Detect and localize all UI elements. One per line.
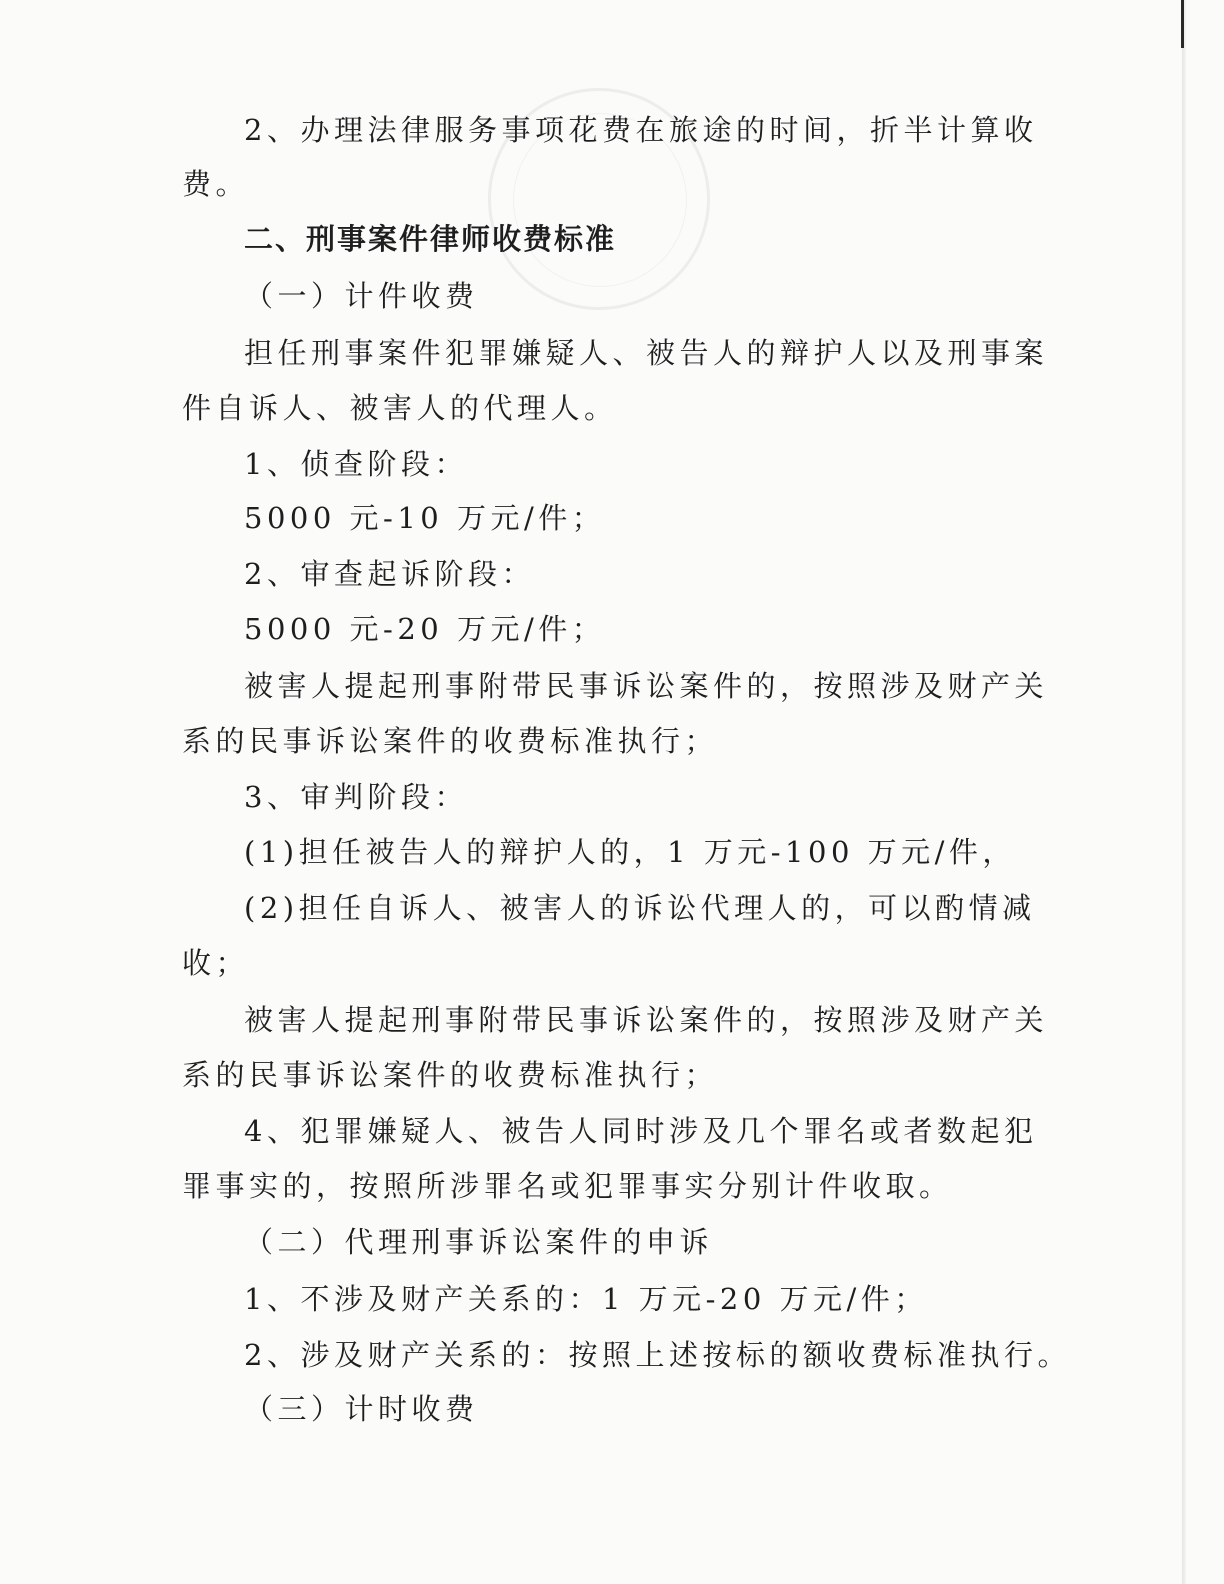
item-trial-stage: 3、审判阶段： xyxy=(244,780,468,814)
item-multiple-charges-line-2: 罪事实的，按照所涉罪名或犯罪事实分别计件收取。 xyxy=(182,1169,953,1203)
item-investigation-stage: 1、侦查阶段： xyxy=(244,447,468,481)
fee-trial-agent-line-2: 收； xyxy=(182,946,250,980)
paragraph-scope-line-1: 担任刑事案件犯罪嫌疑人、被告人的辩护人以及刑事案 xyxy=(244,336,1049,370)
fee-trial-agent-line-1: (2)担任自诉人、被害人的诉讼代理人的，可以酌情减 xyxy=(244,891,1036,925)
paragraph-travel-time-line-2: 费。 xyxy=(182,167,250,201)
item-prosecution-review-stage: 2、审查起诉阶段： xyxy=(244,557,535,591)
fee-appeal-no-property: 1、不涉及财产关系的：1 万元-20 万元/件； xyxy=(244,1282,928,1316)
paragraph-civil-suit-line-2: 系的民事诉讼案件的收费标准执行； xyxy=(182,724,719,758)
subheading-appeal-agency: （二）代理刑事诉讼案件的申诉 xyxy=(244,1225,714,1259)
subheading-per-case-fees: （一）计件收费 xyxy=(244,279,479,313)
fee-trial-defender: (1)担任被告人的辩护人的，1 万元-100 万元/件， xyxy=(244,835,1016,869)
page-edge xyxy=(1182,0,1186,1584)
fee-appeal-property: 2、涉及财产关系的：按照上述按标的额收费标准执行。 xyxy=(244,1338,1071,1372)
subheading-hourly-fees: （三）计时收费 xyxy=(244,1392,479,1426)
fee-prosecution-review-stage: 5000 元-20 万元/件； xyxy=(244,612,606,646)
paragraph-civil-suit-repeat-line-1: 被害人提起刑事附带民事诉讼案件的，按照涉及财产关 xyxy=(244,1003,1049,1037)
paragraph-civil-suit-line-1: 被害人提起刑事附带民事诉讼案件的，按照涉及财产关 xyxy=(244,669,1049,703)
paragraph-scope-line-2: 件自诉人、被害人的代理人。 xyxy=(182,391,618,425)
page-edge-mark xyxy=(1181,0,1184,48)
paragraph-civil-suit-repeat-line-2: 系的民事诉讼案件的收费标准执行； xyxy=(182,1058,719,1092)
fee-investigation-stage: 5000 元-10 万元/件； xyxy=(244,501,606,535)
paragraph-travel-time-line-1: 2、办理法律服务事项花费在旅途的时间，折半计算收 xyxy=(244,113,1038,147)
section-heading-criminal-fees: 二、刑事案件律师收费标准 xyxy=(244,222,617,256)
item-multiple-charges-line-1: 4、犯罪嫌疑人、被告人同时涉及几个罪名或者数起犯 xyxy=(244,1114,1038,1148)
